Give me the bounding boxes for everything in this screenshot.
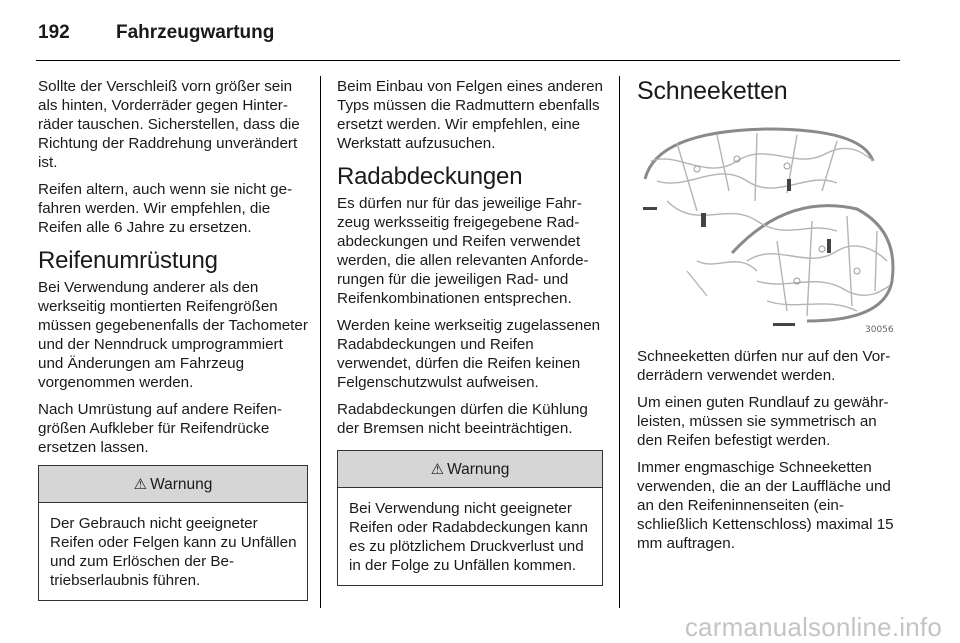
- page-header: [38, 17, 274, 49]
- figure-id: 30056: [865, 325, 894, 335]
- page-number: 192: [38, 22, 70, 43]
- watermark: carmanualsonline.info: [684, 612, 942, 642]
- warning-text: Bei Verwendung nicht geeigneter Reifen oder Radabdeckungen kann es zu plötzlichem Druckverlust und in der Folge zu Unfällen kommen.: [349, 500, 588, 574]
- paragraph-wheel-nuts: Beim Einbau von Felgen eines anderen Typs müssen die Radmuttern ebenfalls ersetzt werden. Wir empfehlen, eine Werkstatt aufzusuchen.: [337, 78, 603, 152]
- paragraph-wear: Sollte der Verschleiß vorn größer sein als hinten, Vorderräder gegen Hinterräder tauschen. Sicherstellen, dass die Richtung der Raddrehung unverändert ist.: [38, 78, 300, 171]
- heading-wheel-covers: Radabdeckungen: [337, 163, 523, 190]
- warning-title: Warnung: [150, 475, 213, 493]
- heading-tire-change: Reifenumrüstung: [38, 247, 218, 274]
- paragraph-brake-cooling: Radabdeckungen dürfen die Kühlung der Bremsen nicht beeinträchtigen.: [337, 401, 588, 437]
- warning-text: Der Gebrauch nicht geeigneter Reifen oder Felgen kann zu Unfällen und zum Erlöschen der Betriebserlaubnis führen.: [50, 515, 297, 589]
- paragraph-approved-covers: Es dürfen nur für das jeweilige Fahrzeug werksseitig freigegebene Radabdeckungen und Reifen verwendet werden, die allen relevanten Anforderungen für die jeweiligen Rad- und Reifenkombinationen entsprechen.: [337, 195, 589, 307]
- column-1: [38, 77, 308, 601]
- paragraph-front-wheels: Schneeketten dürfen nur auf den Vorderrädern verwendet werden.: [637, 348, 891, 384]
- warning-header: [338, 451, 602, 488]
- snow-chains-illustration: [637, 121, 899, 335]
- column-divider-1: [320, 76, 321, 608]
- warning-header: [39, 466, 307, 503]
- paragraph-fine-mesh: Immer engmaschige Schneeketten verwenden, die an der Lauffläche und an den Reifeninnenseiten (einschließlich Kettenschloss) maximal 15 mm auftragen.: [637, 459, 894, 552]
- paragraph-tire-age: Reifen altern, auch wenn sie nicht gefahren werden. Wir empfehlen, die Reifen alle 6 Jahre zu ersetzen.: [38, 181, 293, 236]
- paragraph-sticker: Nach Umrüstung auf andere Reifengrößen Aufkleber für Reifendrücke ersetzen lassen.: [38, 401, 282, 456]
- warning-triangle-icon: ⚠: [430, 460, 445, 478]
- paragraph-rim-protector: Werden keine werkseitig zugelassenen Radabdeckungen und Reifen verwendet, dürfen die Reifen keinen Felgenschutzwulst aufweisen.: [337, 317, 601, 391]
- header-rule: [36, 60, 900, 61]
- page-title: Fahrzeugwartung: [116, 22, 275, 43]
- warning-triangle-icon: ⚠: [133, 475, 148, 493]
- warning-box-covers: [337, 450, 603, 586]
- warning-title: Warnung: [447, 460, 510, 478]
- warning-box-tires: [38, 465, 308, 601]
- column-2: [337, 77, 603, 586]
- paragraph-symmetric: Um einen guten Rundlauf zu gewährleisten, müssen sie symmetrisch an den Reifen befestigt werden.: [637, 394, 889, 449]
- paragraph-tire-sizes: Bei Verwendung anderer als den werkseitig montierten Reifengrößen müssen gegebenenfalls der Tachometer und der Nenndruck umprogrammiert und Änderungen am Fahrzeug vorgenommen werden.: [38, 279, 308, 391]
- column-divider-2: [619, 76, 620, 608]
- column-3: [637, 77, 903, 561]
- heading-snow-chains: Schneeketten: [637, 77, 788, 105]
